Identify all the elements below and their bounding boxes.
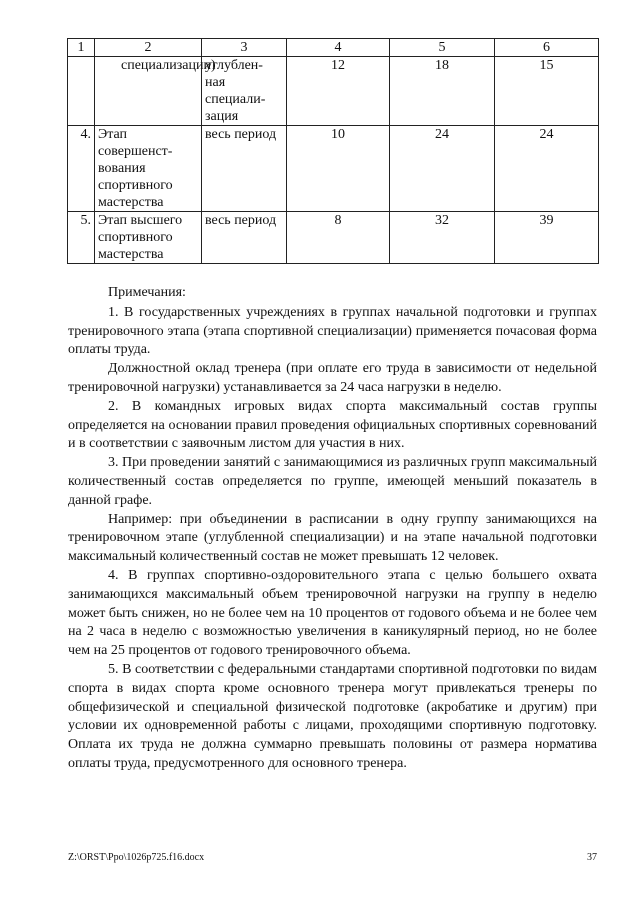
stage-cell: специализации) [95, 57, 202, 126]
note-paragraph: 2. В командных игровых видах спорта максимальный состав группы определяется на основании правил проведения официальных спортивных соревнований и в соответствии с заявочным листом для участия в них. [68, 398, 597, 452]
note-paragraph: 3. При проведении занятий с занимающимися из различных групп максимальный количественный состав определяется по группе, имеющей меньший показатель в данной графе. [68, 455, 597, 508]
value-cell: 12 [287, 57, 390, 126]
note-paragraph: Должностной оклад тренера (при оплате его труда в зависимости от недельной тренировочной нагрузки) устанавливается за 24 часа нагрузки в неделю. [68, 361, 597, 395]
value-cell: 24 [390, 126, 495, 212]
row-number [68, 57, 95, 126]
notes-section [68, 284, 597, 774]
header-cell: 3 [202, 39, 287, 57]
value-cell: 8 [287, 212, 390, 264]
header-cell: 1 [68, 39, 95, 57]
header-cell: 4 [287, 39, 390, 57]
header-cell: 6 [495, 39, 599, 57]
row-number: 4. [68, 126, 95, 212]
period-cell: углублен-ная специали-зация [202, 57, 287, 126]
header-cell: 2 [95, 39, 202, 57]
notes-title: Примечания: [108, 285, 186, 300]
header-cell: 5 [390, 39, 495, 57]
value-cell: 18 [390, 57, 495, 126]
table-row [68, 212, 599, 264]
note-paragraph: 4. В группах спортивно-оздоровительного этапа с целью большего охвата занимающихся максимальный объем тренировочной нагрузки на группу в неделю может быть снижен, но не более чем на 10 процентов от годового объема и не более чем на 2 часа в неделю с возможностью увеличения в каникулярный период, но не более чем на 25 процентов от годового тренировочного объема. [68, 567, 597, 659]
stage-cell: Этап высшего спортивного мастерства [95, 212, 202, 264]
note-paragraph: 1. В государственных учреждениях в группах начальной подготовки и группах тренировочного этапа (этапа спортивной специализации) применяется почасовая форма оплаты труда. [68, 304, 597, 358]
data-table [67, 38, 599, 264]
note-paragraph: Например: при объединении в расписании в одну группу занимающихся на тренировочном этапе (углубленной специализации) и на этапе начальной подготовки максимальный количественный состав не может превышать 12 человек. [68, 511, 597, 565]
page-footer [68, 852, 597, 863]
value-cell: 15 [495, 57, 599, 126]
table-row [68, 57, 599, 126]
period-cell: весь период [202, 126, 287, 212]
stage-cell: Этап совершенст-вования спортивного мастерства [95, 126, 202, 212]
file-path: Z:\ORST\Ppo\1026p725.f16.docx [68, 852, 205, 863]
row-number: 5. [68, 212, 95, 264]
value-cell: 32 [390, 212, 495, 264]
table-header-row [68, 39, 599, 57]
period-cell: весь период [202, 212, 287, 264]
value-cell: 39 [495, 212, 599, 264]
table-row [68, 126, 599, 212]
page-number: 37 [587, 852, 597, 863]
note-paragraph: 5. В соответствии с федеральными стандартами спортивной подготовки по видам спорта в видах спорта кроме основного тренера могут привлекаться тренеры по общефизической и специальной физической подготовке (акробатике и другим) при условии их одновременной работы с лицами, проходящими спортивную подготовку. Оплата их труда не должна суммарно превышать половины от размера норматива оплаты труда, предусмотренного для основного тренера. [68, 661, 597, 771]
value-cell: 24 [495, 126, 599, 212]
value-cell: 10 [287, 126, 390, 212]
